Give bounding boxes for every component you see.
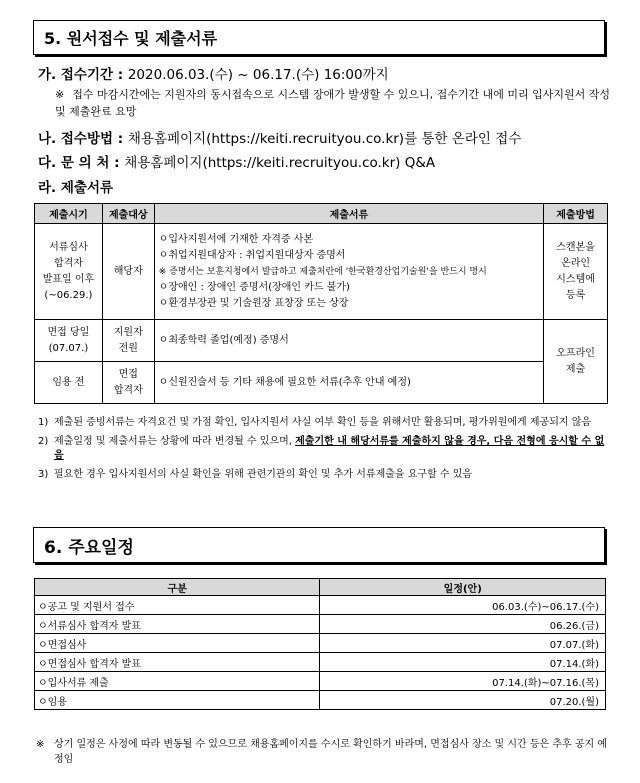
table-row — [35, 362, 608, 404]
row1-method: 스캔본을 온라인 시스템에 등록 — [544, 224, 608, 320]
list-item: 1) 제출된 증빙서류는 자격요건 및 가점 확인, 입사지원서 사실 여부 확인 등을 위해서만 활용되며, 평가위원에게 제공되지 않음 — [38, 417, 592, 428]
table-row — [35, 224, 608, 320]
application-method: 나. 접수방법 : 채용홈페이지(https://keiti.recruityou.co.kr)를 통한 온라인 접수 — [38, 131, 522, 147]
table-row: ㅇ면접심사 07.07.(화) — [35, 634, 606, 653]
documents-table — [34, 203, 608, 404]
table-row: ㅇ입사서류 제출 07.14.(화)~07.16.(목) — [35, 672, 606, 691]
table-row: ㅇ면접심사 합격자 발표 07.14.(화) — [35, 653, 606, 672]
section6-title-box — [33, 527, 605, 563]
list-item: 3) 필요한 경우 입사지원서의 사실 확인을 위해 관련기관의 확인 및 추가 서류제출을 요구할 수 있음 — [38, 469, 473, 480]
row3-time: 임용 전 — [35, 362, 103, 404]
header-schedule: 일정(안) — [320, 579, 606, 596]
table-row: ㅇ서류심사 합격자 발표 06.26.(금) — [35, 615, 606, 634]
section5-title-box — [33, 20, 605, 55]
row3-target: 면접 합격자 — [102, 362, 154, 404]
header-method: 제출방법 — [544, 204, 608, 224]
table-row — [35, 320, 608, 362]
section6-title: 6. 주요일정 — [44, 537, 134, 558]
row1-docs: ㅇ입사지원서에 기재한 자격증 사본 ㅇ취업지원대상자 : 취업지원대상자 증명서 ※ 증명서는 보훈지청에서 발급하고 제출처란에 '한국환경산업기술원'을 반드시 명시 ㅇ장애인 : 장애인 증명서(장애인 카드 불가) ㅇ환경부장관 및 기술원장 표창장 또는 상장 — [154, 224, 544, 320]
row3-docs: ㅇ신원진술서 등 기타 채용에 필요한 서류(추후 안내 예정) — [154, 362, 544, 404]
list-item: 2) 제출일정 및 제출서류는 상황에 따라 변경될 수 있으며, 제출기한 내 해당서류를 제출하지 않을 경우, 다음 전형에 응시할 수 없음 — [38, 436, 605, 461]
schedule-footnote: ※ 상기 일정은 사정에 따라 변동될 수 있으므로 채용홈페이지를 수시로 확인하기 바라며, 면접심사 장소 및 시간 등은 추후 공지 예정임 — [36, 739, 608, 765]
row23-method: 오프라인 제출 — [544, 320, 608, 404]
header-category: 구분 — [35, 579, 320, 596]
emphasis-text: 제출기한 내 해당서류를 제출하지 않을 경우, 다음 전형에 응시할 수 없음 — [54, 436, 605, 461]
application-period: 가. 접수기간 : 2020.06.03.(수) ~ 06.17.(수) 16:00까지 — [38, 67, 389, 83]
row2-target: 지원자 전원 — [102, 320, 154, 362]
schedule-table-header — [35, 579, 606, 596]
table-row: ㅇ임용 07.20.(월) — [35, 691, 606, 710]
header-target: 제출대상 — [102, 204, 154, 224]
schedule-table — [34, 578, 606, 710]
row2-docs: ㅇ최종학력 졸업(예정) 증명서 — [154, 320, 544, 362]
header-time: 제출시기 — [35, 204, 103, 224]
row1-time: 서류심사 합격자 발표일 이후 (~06.29.) — [35, 224, 103, 320]
table-row: ㅇ공고 및 지원서 접수 06.03.(수)~06.17.(수) — [35, 596, 606, 615]
header-docs: 제출서류 — [154, 204, 544, 224]
section5-title: 5. 원서접수 및 제출서류 — [44, 29, 218, 48]
notes-list — [38, 416, 613, 487]
row2-time: 면접 당일 (07.07.) — [35, 320, 103, 362]
row1-target: 해당자 — [102, 224, 154, 320]
application-period-note: ※ 접수 마감시간에는 지원자의 동시접속으로 시스템 장애가 발생할 수 있으니, 접수기간 내에 미리 입사지원서 작성 및 제출완료 요망 — [55, 88, 610, 118]
documents-table-header — [35, 204, 608, 224]
contact-info: 다. 문 의 처 : 채용홈페이지(https://keiti.recruityou.co.kr) Q&A — [38, 155, 436, 171]
submission-docs-heading: 라. 제출서류 — [38, 180, 114, 196]
